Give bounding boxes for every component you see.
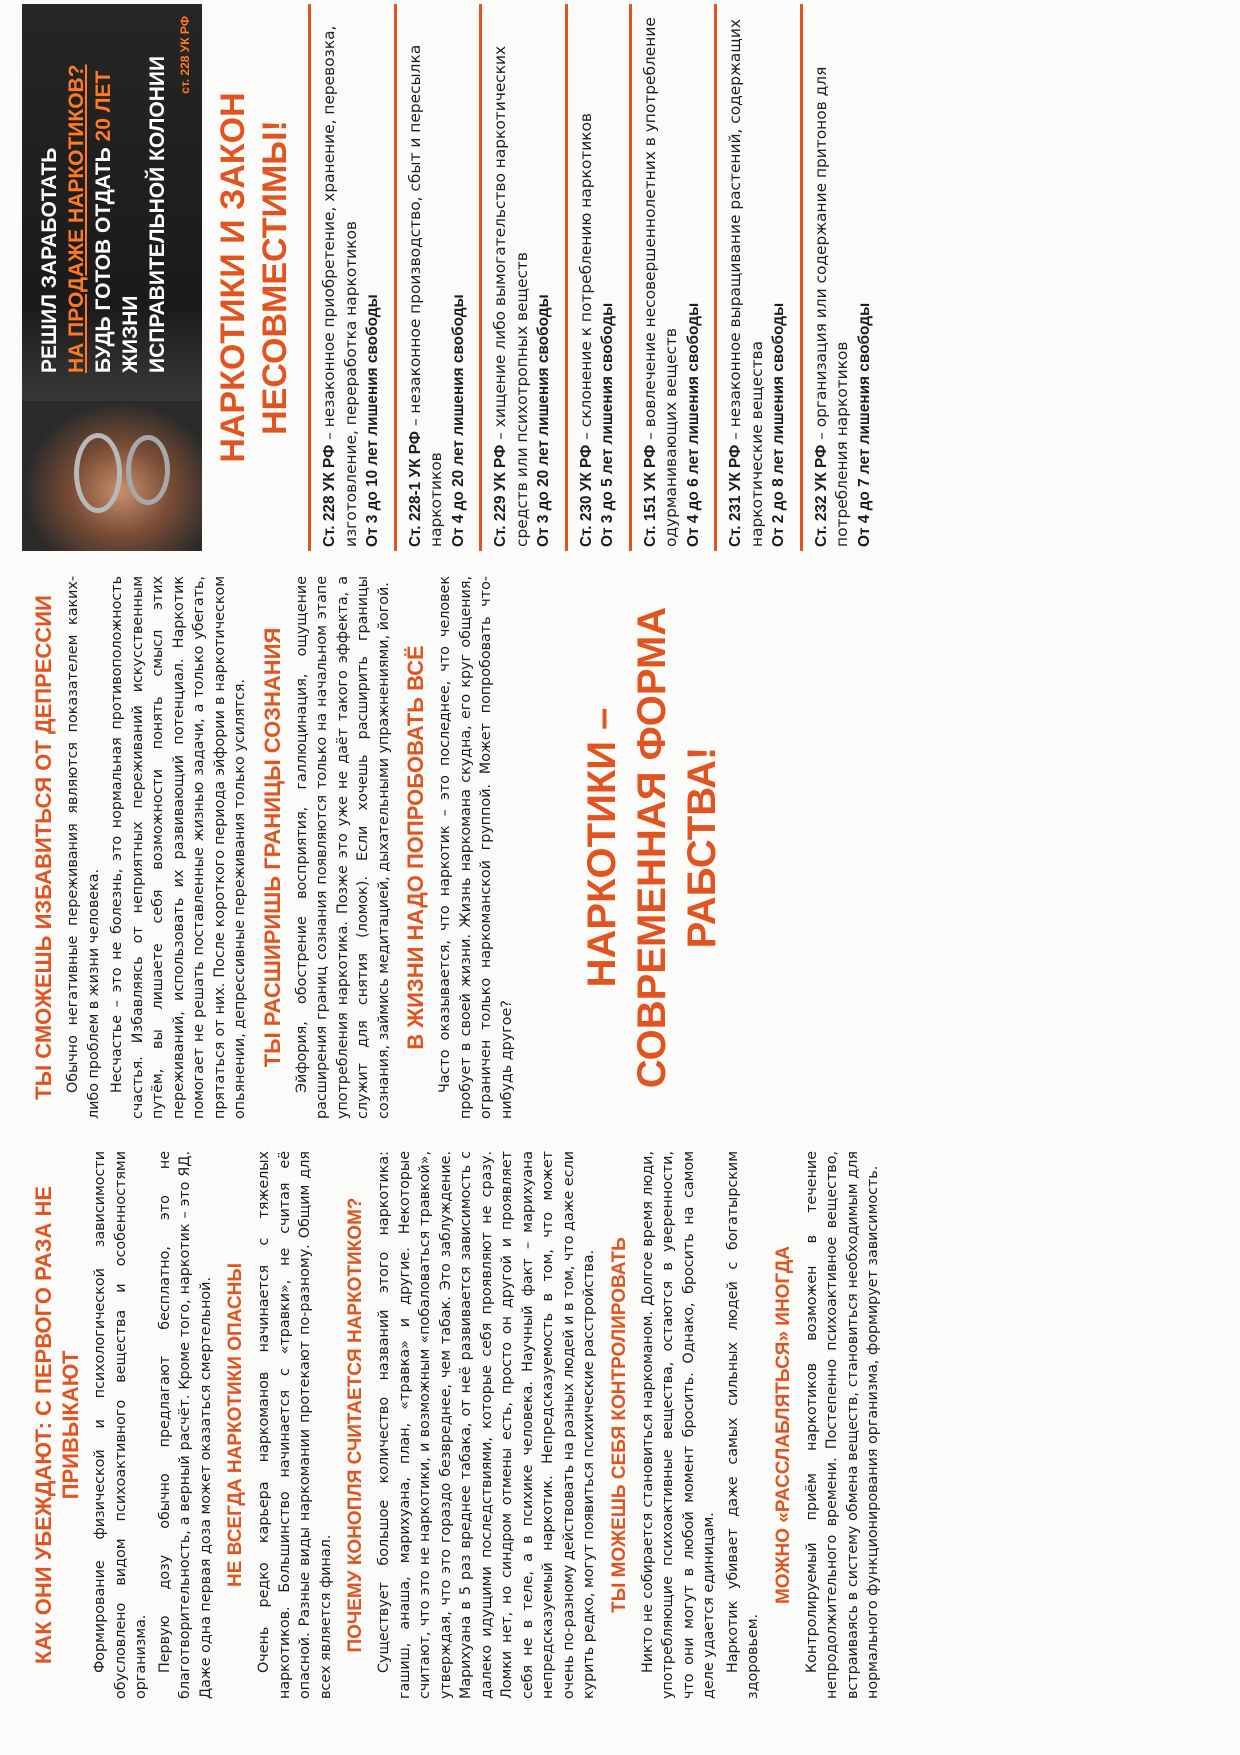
law-article: Ст. 228-1 УК РФ	[406, 431, 424, 547]
law-term: От 3 до 5 лет лишения свободы	[599, 302, 616, 547]
law-article: Ст. 231 УК РФ	[727, 444, 744, 547]
warning-banner	[22, 4, 202, 551]
law-item	[308, 4, 394, 551]
law-article: Ст. 151 УК РФ	[641, 444, 659, 547]
paragraph: Первую дозу обычно предлагают бесплатно, это не благотворительность, а верный расчёт. Кроме того, наркотик – это ЯД. Даже одна первая доза может оказаться смертельной.	[156, 1151, 214, 1699]
heading-cannabis: ПОЧЕМУ КОНОПЛЯ СЧИТАЕТСЯ НАРКОТИКОМ?	[345, 1197, 366, 1653]
handcuff-icon	[126, 435, 170, 505]
law-term: От 2 до 8 лет лишения свободы	[770, 302, 787, 547]
banner-text	[36, 14, 171, 373]
law-article: Ст. 230 УК РФ	[577, 444, 595, 547]
paragraph: Обычно негативные переживания являются показателем каких-либо проблем в жизни человека.	[65, 576, 102, 1119]
paragraph: Контролируемый приём наркотиков возможен в течение непродолжительного времени. Постепенно психоактивное вещество, встраиваясь в систему обмена веществ, становиться необходимым для нормального функционирования организма, формирует зависимость.	[803, 1151, 881, 1699]
paragraph: Очень редко карьера наркоманов начинается с тяжелых наркотиков. Большинство начинается с «травки», не считая её опасной. Разные виды наркомании протекают по-разному. Общим для всех является финал.	[256, 1151, 334, 1699]
law-item	[629, 4, 715, 551]
paragraph: Несчастье – это не болезнь, это нормальная противоположность счастья. Избавляясь от неприятных переживаний искусственным путём, вы лишаете себя возможности понять смысл этих переживаний, использовать их развивающий потенциал. Наркотик помогает не решать поставленные жизнью задачи, а только убегать, прятаться от них. После короткого периода эйфории в наркотическом опьянении, депрессивные переживания только усилятся.	[109, 576, 248, 1119]
handcuff-icon	[74, 433, 122, 513]
heading-first-time: КАК ОНИ УБЕЖДАЮТ: С ПЕРВОГО РАЗА НЕ ПРИВЫКАЮТ	[31, 1185, 83, 1665]
paragraph: Никто не собирается становиться наркоманом. Долгое время люди, употребляющие психоактивные вещества, остаются в уверенности, что они могут в любой момент бросить. Однако, бросить на самом деле удается единицам.	[639, 1151, 717, 1699]
paragraph: Существует большое количество названий этого наркотика: гашиш, анаша, марихуана, план, «травка» и другие. Некоторые считают, что это не наркотики, и возможным «побаловаться травкой», утверждая, что это гораздо безвреднее, чем табак. Это заблуждение. Марихуана в 5 раз вреднее табака, от неё развивается зависимость с далеко идущими последствиями, которые себя проявляют не сразу. Ломки нет, но синдром отмены есть, просто он другой и проявляет себя не в теле, а в психике человека. Научный факт – марихуана непредсказуемый наркотик. Непредсказуемость в том, что может очень по-разному действовать на разных людей и в том, что даже если курить редко, могут появиться психические расстройства.	[376, 1151, 597, 1699]
law-article: Ст. 228 УК РФ	[321, 444, 338, 547]
heading-not-always-dangerous: НЕ ВСЕГДА НАРКОТИКИ ОПАСНЫ	[225, 1263, 246, 1587]
law-description: – незаконное выращивание растений, содержащих наркотические вещества	[726, 19, 766, 547]
slogan-slavery: НАРКОТИКИ – СОВРЕМЕННАЯ ФОРМА РАБСТВА!	[580, 606, 724, 1089]
heading-try-everything: В ЖИЗНИ НАДО ПОПРОБОВАТЬ ВСЁ	[403, 645, 428, 1050]
law-description: – организация или содержание притонов для потребления наркотиков	[811, 66, 851, 547]
banner-text-part: ЖИЗНИ	[119, 295, 142, 373]
law-article: Ст. 232 УК РФ	[812, 444, 830, 547]
banner-reference: ст. 228 УК РФ	[178, 16, 192, 94]
paragraph: Формирование физической и психологической зависимости обусловлено видом психоактивного вещества и особенностями организма.	[92, 1151, 149, 1699]
law-item	[800, 4, 886, 551]
banner-text-part: БУДЬ ГОТОВ ОТДАТЬ	[92, 141, 115, 373]
banner-line: РЕШИЛ ЗАРАБОТАТЬ	[38, 147, 61, 373]
leaflet-panel-middle	[22, 570, 1222, 1125]
paragraph: Эйфория, обострение восприятия, галлюцинация, ощущение расширения границ сознания появляются только на начальном этапе употребления наркотика. Позже это уже не даёт такого эффекта, а служит для снятия (ломок). Если хочешь расширить границы сознания, займись медитацией, дыхательными упражнениями, йогой.	[293, 576, 392, 1119]
heading-relax: МОЖНО «РАССЛАБЛЯТЬСЯ» ИНОГДА	[772, 1245, 794, 1605]
law-item	[714, 4, 800, 551]
paragraph: Часто оказывается, что наркотик – это последнее, что человек пробует в своей жизни. Жизнь наркомана скудна, его круг общения, ограничен только наркоманской группой. Может попробовать что-нибудь другое?	[437, 576, 515, 1119]
law-item	[565, 4, 629, 551]
leaflet-panel-right	[22, 0, 1222, 555]
heading-self-control: ТЫ МОЖЕШЬ СЕБЯ КОНТРОЛИРОВАТЬ	[608, 1237, 630, 1613]
law-article: Ст. 229 УК РФ	[492, 444, 509, 547]
banner-line: НА ПРОДАЖЕ НАРКОТИКОВ?	[65, 64, 88, 373]
law-term: От 4 до 7 лет лишения свободы	[855, 302, 873, 547]
law-description: – незаконное приобретение, хранение, перевозка, изготовление, переработка наркотиков	[320, 25, 360, 547]
law-description: – вовлечение несовершеннолетних в употребление одурманивающих веществ	[640, 17, 680, 547]
banner-line	[90, 14, 144, 373]
law-description: – незаконное производство, сбыт и пересылка наркотиков	[405, 44, 445, 547]
banner-highlight: 20 ЛЕТ	[92, 70, 115, 142]
law-term: От 3 до 20 лет лишения свободы	[535, 294, 552, 547]
law-term: От 4 до 20 лет лишения свободы	[449, 294, 467, 547]
law-description: – склонение к потреблению наркотиков	[576, 112, 595, 445]
heading-consciousness: ТЫ РАСШИРИШЬ ГРАНИЦЫ СОЗНАНИЯ	[259, 627, 285, 1068]
leaflet-panel-left	[22, 1145, 1222, 1705]
law-description: – хищение либо вымогательство наркотических средств или психотропных веществ	[491, 45, 531, 547]
law-item	[479, 4, 565, 551]
banner-line: ИСПРАВИТЕЛЬНОЙ КОЛОНИИ	[146, 55, 169, 373]
paragraph: Наркотик убивает даже самых сильных людей с богатырским здоровьем.	[724, 1151, 761, 1699]
law-term: От 3 до 10 лет лишения свободы	[364, 294, 381, 547]
heading-depression: ТЫ СМОЖЕШЬ ИЗБАВИТЬСЯ ОТ ДЕПРЕССИИ	[31, 595, 56, 1100]
law-title: НАРКОТИКИ И ЗАКОН НЕСОВМЕСТИМЫ!	[214, 92, 294, 463]
law-term: От 4 до 6 лет лишения свободы	[684, 302, 702, 547]
law-item	[394, 4, 480, 551]
